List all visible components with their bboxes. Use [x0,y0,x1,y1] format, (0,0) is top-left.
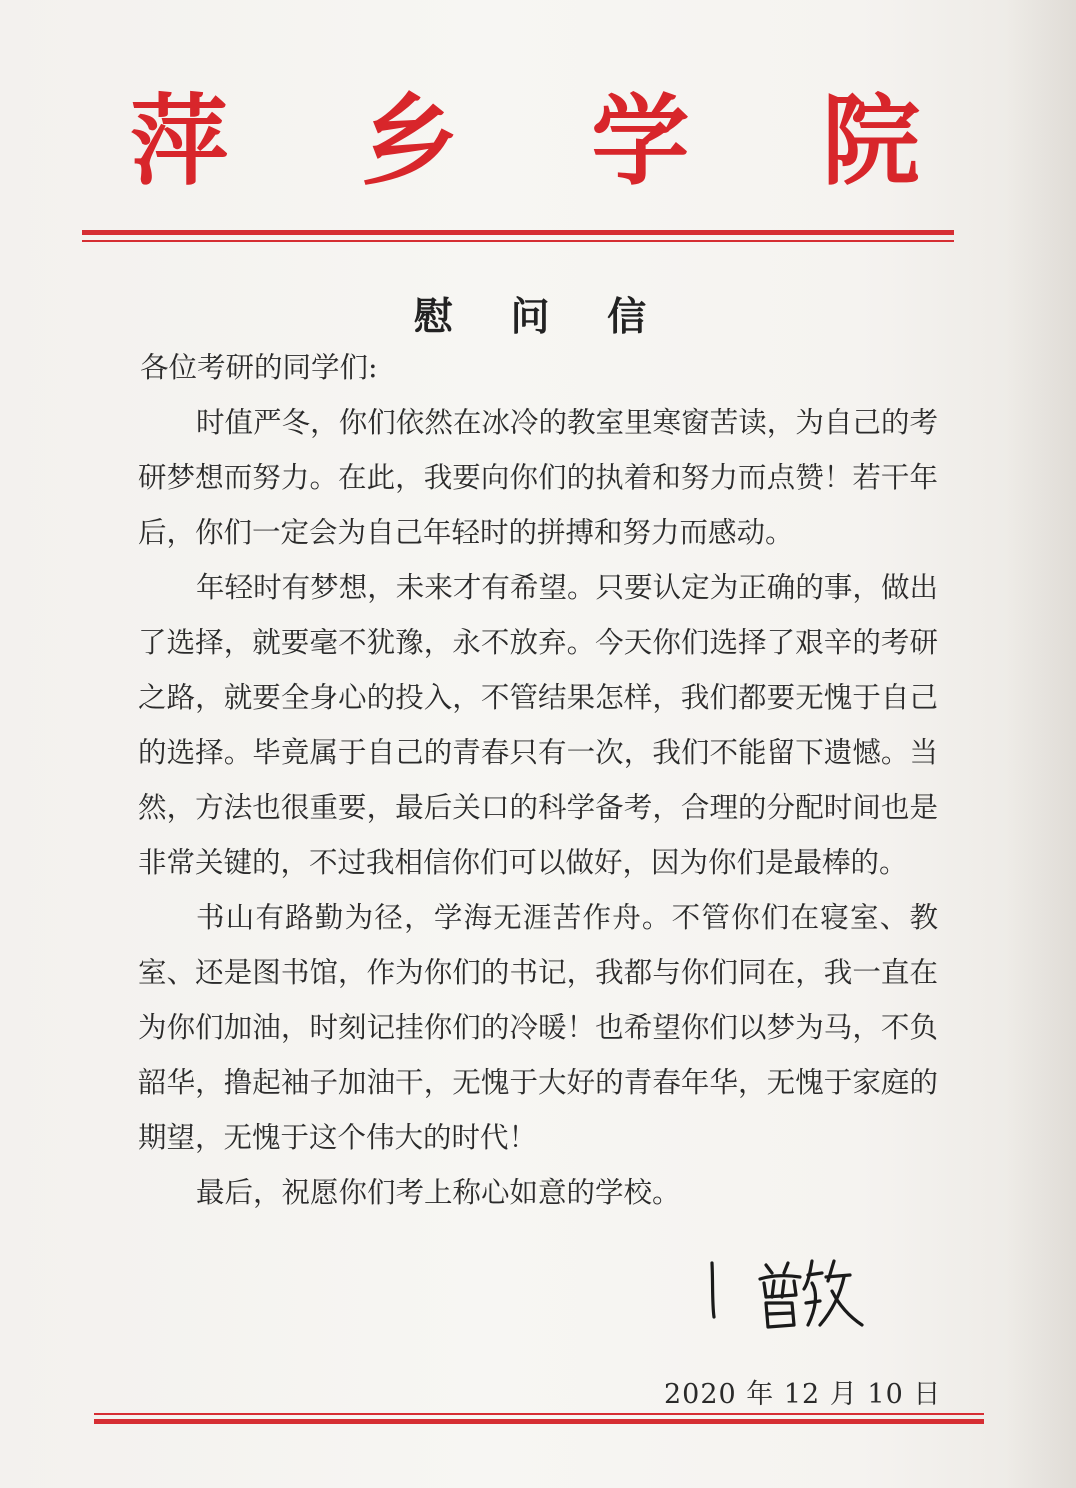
letter-date: 2020 年 12 月 10 日 [664,1379,942,1410]
salutation: 各位考研的同学们: [140,351,378,384]
paragraph: 时值严冬，你们依然在冰冷的教室里寒窗苦读，为自己的考研梦想而努力。在此，我要向你们的执着和努力而点赞！若干年后，你们一定会为自己年轻时的拼搏和努力而感动。 [138,406,938,549]
letter-body [138,340,938,1220]
letterhead-char: 学 [591,84,690,199]
footer-rule-thick [94,1419,984,1424]
letterhead-rule-thick [82,230,954,235]
paragraph: 年轻时有梦想，未来才有希望。只要认定为正确的事，做出了选择，就要毫不犹豫，永不放弃。今天你们选择了艰辛的考研之路，就要全身心的投入，不管结果怎样，我们都要无愧于自己的选择。毕竟属于自己的青春只有一次，我们不能留下遗憾。当然，方法也很重要，最后关口的科学备考，合理的分配时间也是非常关键的，不过我相信你们可以做好，因为你们是最棒的。 [138,571,938,879]
footer-rule-thin [94,1413,984,1415]
handwritten-signature [708,1253,868,1333]
letterhead-char: 院 [821,84,920,199]
paragraph: 书山有路勤为径，学海无涯苦作舟。不管你们在寝室、教室、还是图书馆，作为你们的书记，我都与你们同在，我一直在为你们加油，时刻记挂你们的冷暖！也希望你们以梦为马，不负韶华，撸起袖子加油干，无愧于大好的青春年华，无愧于家庭的期望，无愧于这个伟大的时代！ [138,901,938,1154]
letterhead-char: 乡 [360,84,459,199]
page-shadow [1006,0,1076,1488]
institution-letterhead [130,82,920,202]
paragraph-closing: 最后，祝愿你们考上称心如意的学校。 [196,1176,681,1209]
letterhead-rule-thin [82,240,954,242]
letter-title: 慰 问 信 [413,294,669,340]
letterhead-char: 萍 [130,84,229,199]
